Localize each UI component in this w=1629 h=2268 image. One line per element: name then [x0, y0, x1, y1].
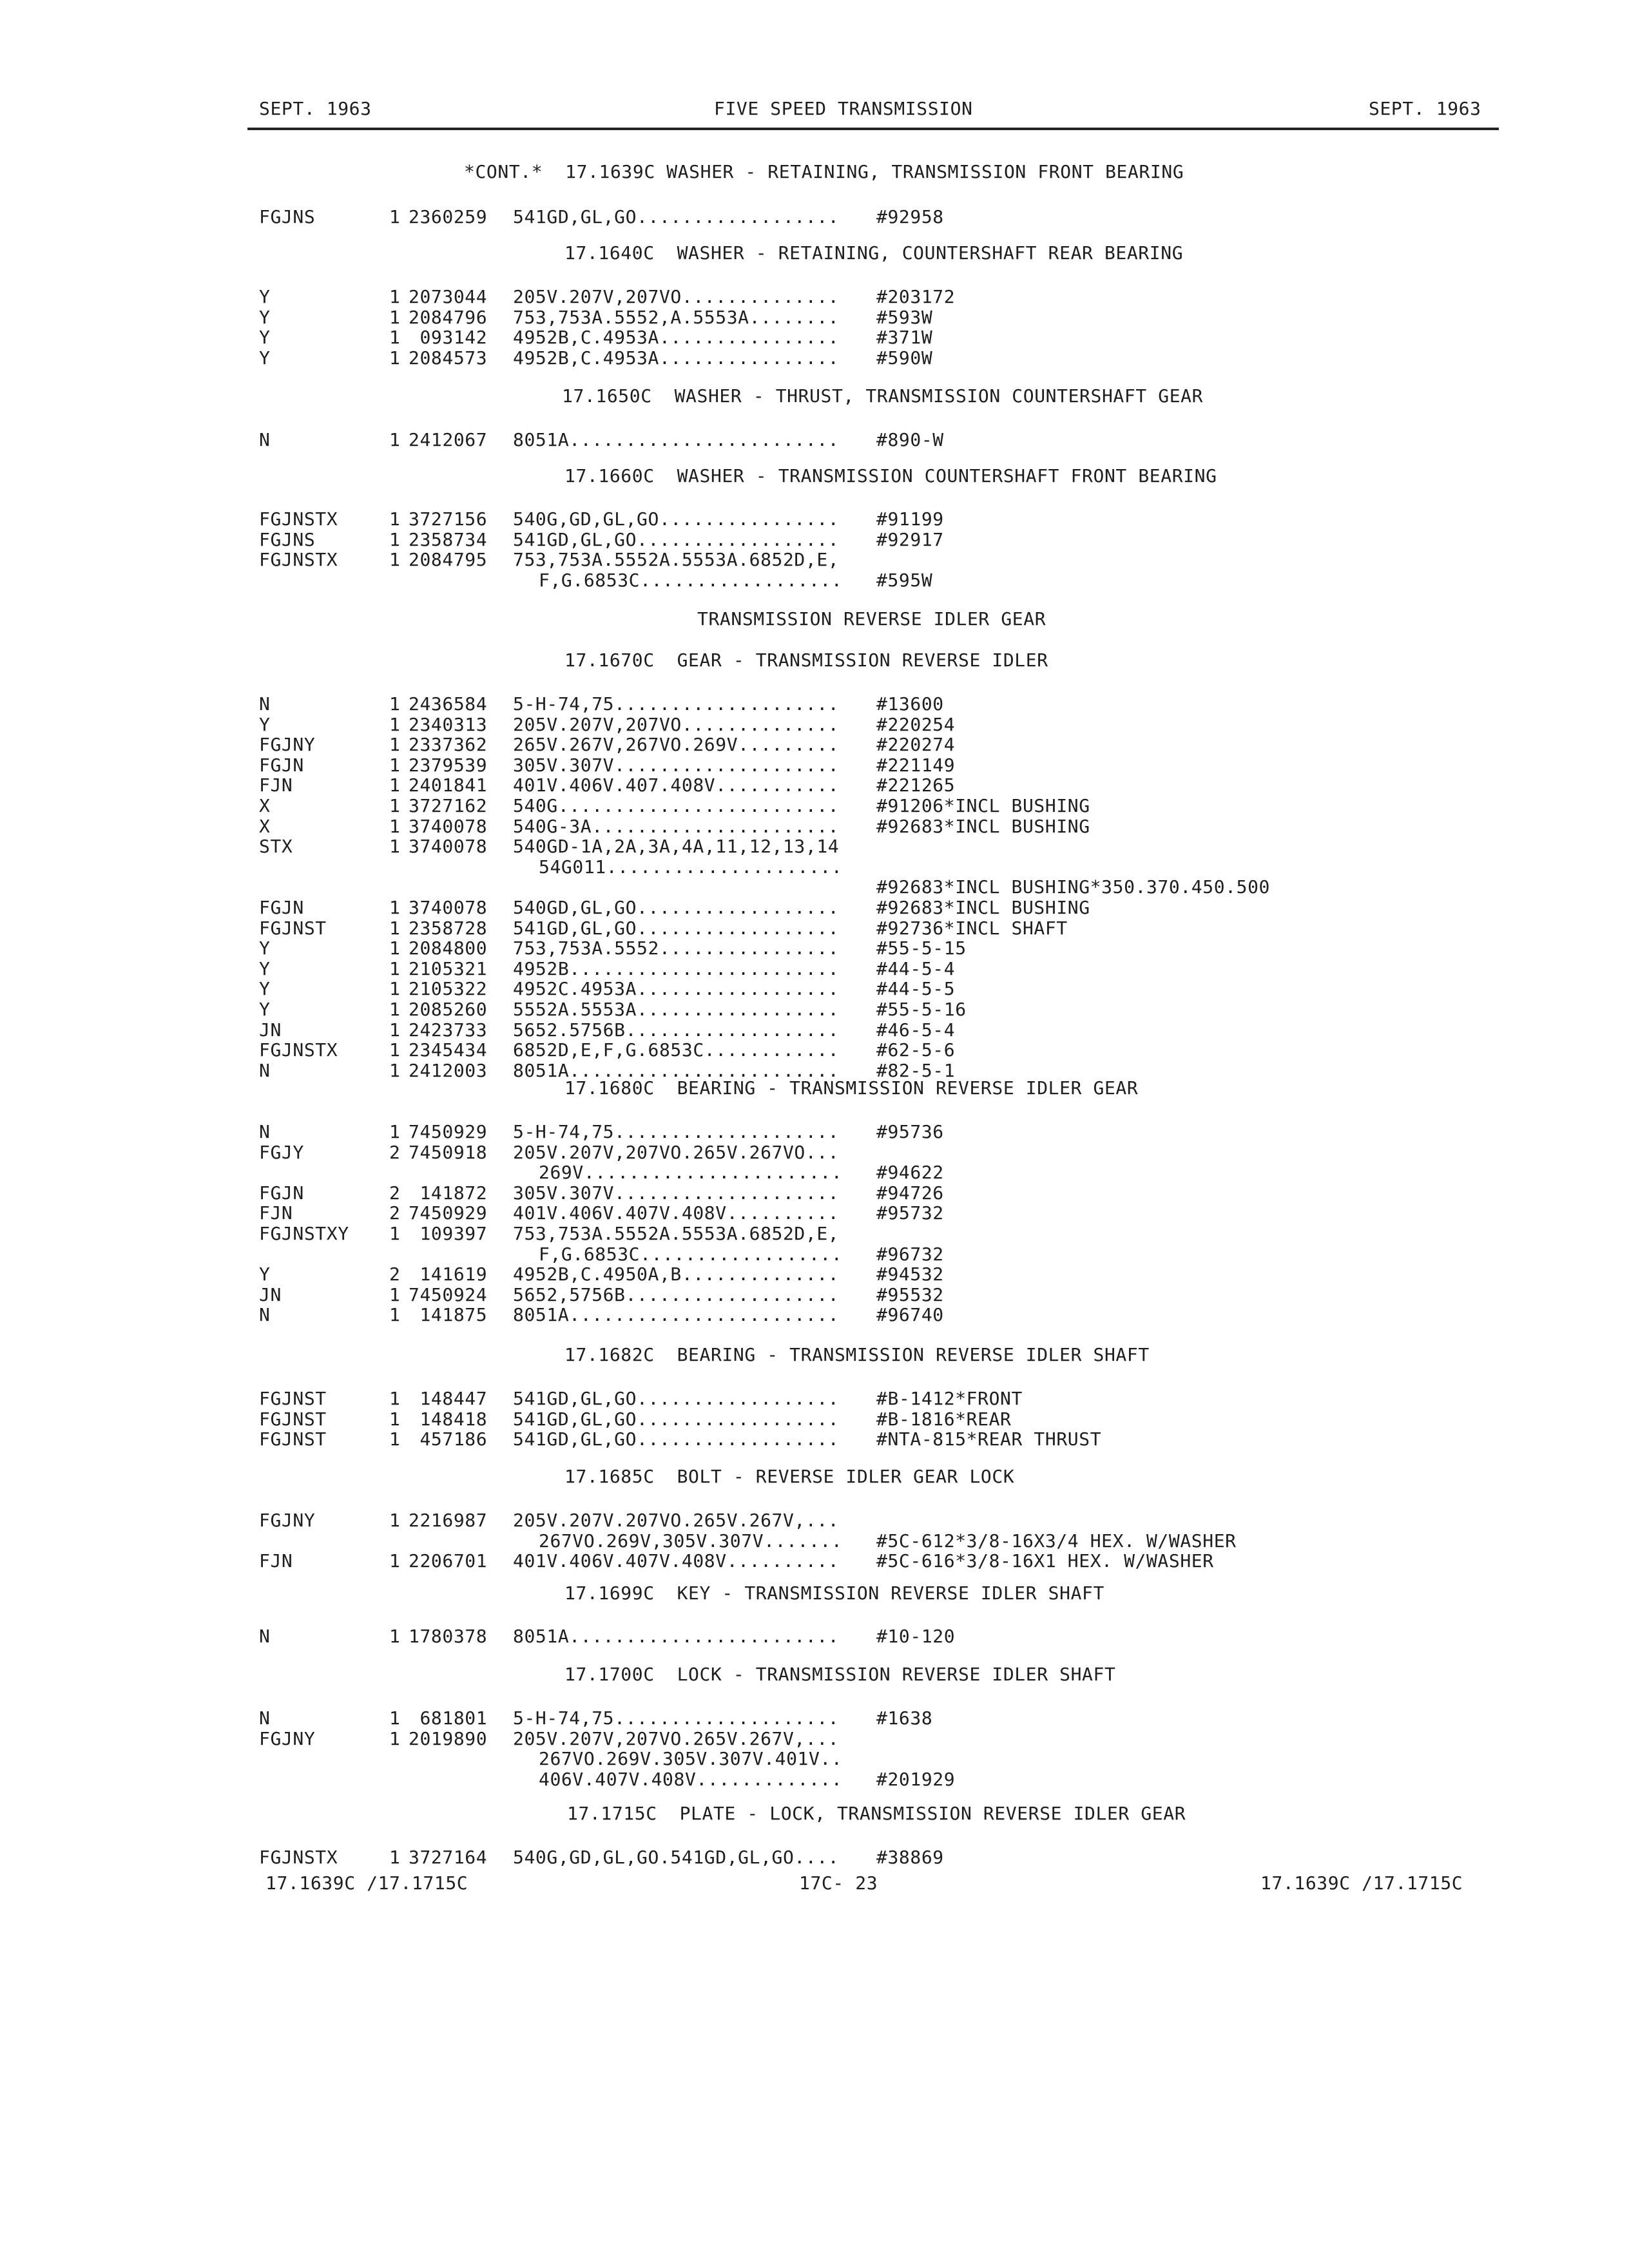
model-codes: FGJNS: [259, 529, 316, 550]
part-number: 109397: [409, 1223, 488, 1244]
table-row: [0, 1224, 1629, 1245]
reference-number: #NTA-815*REAR THRUST: [876, 1428, 1102, 1450]
reference-number: #595W: [876, 570, 933, 591]
application-models: 205V.207V,207VO..............: [513, 714, 840, 735]
reference-number: #62-5-6: [876, 1039, 956, 1061]
quantity: 1: [389, 347, 401, 369]
quantity: 1: [389, 529, 401, 550]
reference-number: #94622: [876, 1162, 944, 1183]
part-number: 2412003: [409, 1060, 488, 1081]
reference-number: #38869: [876, 1847, 944, 1868]
model-codes: X: [259, 795, 271, 816]
quantity: 1: [389, 286, 401, 307]
reference-number: #5C-612*3/8-16X3/4 HEX. W/WASHER: [876, 1530, 1237, 1552]
quantity: 1: [389, 1510, 401, 1531]
application-models: 753,753A.5552,A.5553A........: [513, 307, 840, 328]
table-row: [0, 287, 1629, 308]
table-row: [0, 1305, 1629, 1326]
part-number: 3727164: [409, 1847, 488, 1868]
part-number: 3740078: [409, 897, 488, 918]
model-codes: Y: [259, 307, 271, 328]
table-row: [0, 796, 1629, 817]
application-models: 541GD,GL,GO..................: [513, 918, 840, 939]
reference-number: #92683*INCL BUSHING*350.370.450.500: [876, 876, 1271, 898]
part-number: 2084795: [409, 549, 488, 570]
part-number: 2337362: [409, 734, 488, 755]
quantity: 1: [389, 1060, 401, 1081]
reference-number: #221149: [876, 754, 956, 776]
model-codes: FJN: [259, 1202, 293, 1224]
model-codes: FJN: [259, 1550, 293, 1571]
table-row: [0, 308, 1629, 329]
reference-number: #55-5-15: [876, 937, 967, 959]
part-number: 2019890: [409, 1728, 488, 1749]
reference-number: #92736*INCL SHAFT: [876, 918, 1068, 939]
part-number: 148447: [409, 1388, 488, 1409]
table-row: [0, 510, 1629, 530]
reference-number: #95736: [876, 1121, 944, 1142]
application-models: 540GD-1A,2A,3A,4A,11,12,13,14: [513, 836, 840, 857]
application-models: 401V.406V.407V.408V..........: [513, 1202, 840, 1224]
quantity: 1: [389, 1626, 401, 1647]
table-row: [0, 430, 1629, 451]
model-codes: FGJNST: [259, 1388, 327, 1409]
part-number: 3727156: [409, 508, 488, 530]
quantity: 1: [389, 958, 401, 979]
part-number: 2084796: [409, 307, 488, 328]
part-number: 2423733: [409, 1019, 488, 1041]
model-codes: N: [259, 1707, 271, 1729]
part-number: 7450924: [409, 1284, 488, 1305]
section-heading: 17.1640C WASHER - RETAINING, COUNTERSHAFT REAR BEARING: [564, 242, 1184, 264]
model-codes: N: [259, 429, 271, 450]
application-models: 406V.407V.408V.............: [539, 1769, 843, 1790]
reference-number: #371W: [876, 327, 933, 348]
section-heading: 17.1680C BEARING - TRANSMISSION REVERSE IDLER GEAR: [564, 1077, 1139, 1099]
application-models: 267VO.269V,305V.307V.......: [539, 1530, 843, 1552]
application-models: 5-H-74,75....................: [513, 1707, 840, 1729]
model-codes: N: [259, 693, 271, 715]
application-models: 540G,GD,GL,GO.541GD,GL,GO....: [513, 1847, 840, 1868]
part-number: 2073044: [409, 286, 488, 307]
reference-number: #221265: [876, 774, 956, 796]
table-row: [0, 1204, 1629, 1224]
reference-number: #95532: [876, 1284, 944, 1305]
table-row: [0, 349, 1629, 369]
table-row: [0, 1430, 1629, 1450]
part-number: 2206701: [409, 1550, 488, 1571]
reference-number: #55-5-16: [876, 999, 967, 1020]
table-row: [0, 919, 1629, 939]
part-number: 141872: [409, 1182, 488, 1204]
header-rule: [247, 128, 1499, 130]
model-codes: Y: [259, 347, 271, 369]
reference-number: #94726: [876, 1182, 944, 1204]
model-codes: FGJNSTX: [259, 549, 338, 570]
model-codes: FGJNST: [259, 1428, 327, 1450]
table-row: [0, 530, 1629, 551]
reference-number: #10-120: [876, 1626, 956, 1647]
quantity: 1: [389, 1728, 401, 1749]
reference-number: #220254: [876, 714, 956, 735]
reference-number: #B-1816*REAR: [876, 1408, 1012, 1430]
section-heading: 17.1650C WASHER - THRUST, TRANSMISSION COUNTERSHAFT GEAR: [562, 385, 1204, 407]
quantity: 1: [389, 714, 401, 735]
application-models: 8051A........................: [513, 429, 840, 450]
quantity: 1: [389, 206, 401, 227]
application-models: 5-H-74,75....................: [513, 693, 840, 715]
quantity: 1: [389, 1707, 401, 1729]
reference-number: #201929: [876, 1769, 956, 1790]
application-models: 4952B,C.4953A................: [513, 347, 840, 369]
quantity: 2: [389, 1142, 401, 1163]
reference-number: #890-W: [876, 429, 944, 450]
model-codes: FGJNST: [259, 918, 327, 939]
section-heading: 17.1685C BOLT - REVERSE IDLER GEAR LOCK: [564, 1466, 1015, 1487]
part-number: 1780378: [409, 1626, 488, 1647]
table-row: [0, 571, 1629, 591]
model-codes: Y: [259, 714, 271, 735]
reference-number: #92917: [876, 529, 944, 550]
table-row: [0, 858, 1629, 878]
part-number: 2216987: [409, 1510, 488, 1531]
model-codes: JN: [259, 1284, 282, 1305]
application-models: 540G-3A......................: [513, 816, 840, 837]
application-models: 305V.307V....................: [513, 1182, 840, 1204]
model-codes: Y: [259, 937, 271, 959]
table-row: [0, 715, 1629, 736]
reference-number: #590W: [876, 347, 933, 369]
model-codes: FGJNSTX: [259, 1039, 338, 1061]
quantity: 1: [389, 307, 401, 328]
application-models: 54G011.....................: [539, 856, 843, 878]
table-row: [0, 1532, 1629, 1552]
model-codes: Y: [259, 1264, 271, 1285]
model-codes: N: [259, 1304, 271, 1325]
section-heading: 17.1699C KEY - TRANSMISSION REVERSE IDLER SHAFT: [564, 1582, 1104, 1604]
quantity: 1: [389, 1304, 401, 1325]
quantity: 1: [389, 754, 401, 776]
model-codes: FGJN: [259, 754, 304, 776]
table-row: [0, 1265, 1629, 1285]
application-models: 5-H-74,75....................: [513, 1121, 840, 1142]
application-models: 8051A........................: [513, 1304, 840, 1325]
application-models: F,G.6853C..................: [539, 1244, 843, 1265]
reference-number: #1638: [876, 1707, 933, 1729]
application-models: 265V.267V,267VO.269V.........: [513, 734, 840, 755]
application-models: 267VO.269V.305V.307V.401V..: [539, 1748, 843, 1769]
section-heading: 17.1700C LOCK - TRANSMISSION REVERSE IDLER SHAFT: [564, 1664, 1116, 1685]
quantity: 1: [389, 795, 401, 816]
reference-number: #92683*INCL BUSHING: [876, 816, 1090, 837]
table-row: [0, 898, 1629, 919]
application-models: 4952C.4953A..................: [513, 978, 840, 999]
quantity: 1: [389, 774, 401, 796]
model-codes: Y: [259, 286, 271, 307]
table-row: [0, 207, 1629, 228]
table-row: [0, 1749, 1629, 1770]
reference-number: #593W: [876, 307, 933, 328]
part-number: 2358734: [409, 529, 488, 550]
reference-number: #92683*INCL BUSHING: [876, 897, 1090, 918]
part-number: 2105321: [409, 958, 488, 979]
quantity: 1: [389, 978, 401, 999]
table-row: [0, 1410, 1629, 1430]
model-codes: FGJN: [259, 897, 304, 918]
reference-number: #B-1412*FRONT: [876, 1388, 1023, 1409]
quantity: 1: [389, 897, 401, 918]
part-number: 2379539: [409, 754, 488, 776]
quantity: 2: [389, 1182, 401, 1204]
reference-number: #91199: [876, 508, 944, 530]
application-models: 8051A........................: [513, 1626, 840, 1647]
table-row: [0, 1709, 1629, 1729]
table-row: [0, 1770, 1629, 1791]
application-models: 6852D,E,F,G.6853C............: [513, 1039, 840, 1061]
section-heading: 17.1670C GEAR - TRANSMISSION REVERSE IDLER: [564, 649, 1048, 671]
reference-number: #5C-616*3/8-16X1 HEX. W/WASHER: [876, 1550, 1214, 1571]
model-codes: JN: [259, 1019, 282, 1041]
table-row: [0, 695, 1629, 715]
model-codes: Y: [259, 999, 271, 1020]
part-number: 2105322: [409, 978, 488, 999]
quantity: 1: [389, 1284, 401, 1305]
quantity: 2: [389, 1264, 401, 1285]
part-number: 2436584: [409, 693, 488, 715]
section-heading: 17.1660C WASHER - TRANSMISSION COUNTERSHAFT FRONT BEARING: [564, 465, 1217, 486]
part-number: 2412067: [409, 429, 488, 450]
header-date-left: SEPT. 1963: [259, 98, 372, 119]
reference-number: #13600: [876, 693, 944, 715]
reference-number: #220274: [876, 734, 956, 755]
footer-range-left: 17.1639C /17.1715C: [265, 1872, 468, 1894]
reference-number: #92958: [876, 206, 944, 227]
quantity: 1: [389, 327, 401, 348]
application-models: 541GD,GL,GO..................: [513, 206, 840, 227]
application-models: 541GD,GL,GO..................: [513, 1388, 840, 1409]
part-number: 148418: [409, 1408, 488, 1430]
quantity: 1: [389, 1428, 401, 1450]
reference-number: #94532: [876, 1264, 944, 1285]
reference-number: #203172: [876, 286, 956, 307]
table-row: [0, 1285, 1629, 1306]
table-row: [0, 878, 1629, 898]
part-number: 3727162: [409, 795, 488, 816]
part-number: 2345434: [409, 1039, 488, 1061]
quantity: 1: [389, 816, 401, 837]
table-row: [0, 1000, 1629, 1021]
application-models: 305V.307V....................: [513, 754, 840, 776]
footer-range-right: 17.1639C /17.1715C: [1260, 1872, 1463, 1894]
table-row: [0, 1729, 1629, 1750]
table-row: [0, 1511, 1629, 1532]
table-row: [0, 756, 1629, 776]
table-row: [0, 837, 1629, 858]
application-models: 753,753A.5552A.5553A.6852D,E,: [513, 1223, 840, 1244]
model-codes: FGJNST: [259, 1408, 327, 1430]
application-models: 5552A.5553A..................: [513, 999, 840, 1020]
model-codes: X: [259, 816, 271, 837]
quantity: 2: [389, 1202, 401, 1224]
footer-page-number: 17C- 23: [799, 1872, 878, 1894]
quantity: 1: [389, 1847, 401, 1868]
application-models: 541GD,GL,GO..................: [513, 1428, 840, 1450]
application-models: 205V.207V,207VO.265V.267VO...: [513, 1142, 840, 1163]
quantity: 1: [389, 1019, 401, 1041]
table-row: [0, 1627, 1629, 1648]
part-number: 2360259: [409, 206, 488, 227]
quantity: 1: [389, 1223, 401, 1244]
application-models: 401V.406V.407V.408V..........: [513, 1550, 840, 1571]
reference-number: #95732: [876, 1202, 944, 1224]
header-title: FIVE SPEED TRANSMISSION: [714, 98, 973, 119]
model-codes: N: [259, 1626, 271, 1647]
part-number: 2085260: [409, 999, 488, 1020]
section-heading: TRANSMISSION REVERSE IDLER GEAR: [697, 608, 1046, 629]
table-row: [0, 735, 1629, 756]
part-number: 2401841: [409, 774, 488, 796]
quantity: 1: [389, 918, 401, 939]
reference-number: #82-5-1: [876, 1060, 956, 1081]
quantity: 1: [389, 508, 401, 530]
part-number: 681801: [409, 1707, 488, 1729]
part-number: 141875: [409, 1304, 488, 1325]
table-row: [0, 939, 1629, 959]
application-models: 205V.207V,207VO.265V.267V,...: [513, 1728, 840, 1749]
quantity: 1: [389, 999, 401, 1020]
table-row: [0, 776, 1629, 796]
quantity: 1: [389, 693, 401, 715]
model-codes: FGJNSTX: [259, 508, 338, 530]
quantity: 1: [389, 1550, 401, 1571]
model-codes: FGJN: [259, 1182, 304, 1204]
table-row: [0, 328, 1629, 349]
model-codes: Y: [259, 978, 271, 999]
section-heading: 17.1715C PLATE - LOCK, TRANSMISSION REVERSE IDLER GEAR: [567, 1803, 1186, 1824]
application-models: 205V.207V,207VO..............: [513, 286, 840, 307]
table-row: [0, 1848, 1629, 1869]
table-row: [0, 1245, 1629, 1265]
table-row: [0, 1184, 1629, 1204]
section-heading: *CONT.* 17.1639C WASHER - RETAINING, TRANSMISSION FRONT BEARING: [464, 161, 1184, 182]
part-number: 141619: [409, 1264, 488, 1285]
table-row: [0, 817, 1629, 838]
quantity: 1: [389, 1408, 401, 1430]
model-codes: Y: [259, 958, 271, 979]
reference-number: #96732: [876, 1244, 944, 1265]
table-row: [0, 979, 1629, 1000]
part-number: 093142: [409, 327, 488, 348]
reference-number: #44-5-4: [876, 958, 956, 979]
part-number: 2084800: [409, 937, 488, 959]
table-row: [0, 1122, 1629, 1143]
application-models: 540G.........................: [513, 795, 840, 816]
part-number: 7450918: [409, 1142, 488, 1163]
table-row: [0, 959, 1629, 980]
reference-number: #96740: [876, 1304, 944, 1325]
application-models: 540G,GD,GL,GO................: [513, 508, 840, 530]
reference-number: #91206*INCL BUSHING: [876, 795, 1090, 816]
application-models: 8051A........................: [513, 1060, 840, 1081]
quantity: 1: [389, 429, 401, 450]
quantity: 1: [389, 549, 401, 570]
section-heading: 17.1682C BEARING - TRANSMISSION REVERSE IDLER SHAFT: [564, 1344, 1150, 1365]
reference-number: #44-5-5: [876, 978, 956, 999]
part-number: 457186: [409, 1428, 488, 1450]
application-models: 4952B........................: [513, 958, 840, 979]
table-row: [0, 1041, 1629, 1061]
quantity: 1: [389, 836, 401, 857]
table-row: [0, 1021, 1629, 1041]
application-models: 5652.5756B...................: [513, 1019, 840, 1041]
quantity: 1: [389, 1039, 401, 1061]
quantity: 1: [389, 1388, 401, 1409]
application-models: 205V.207V.207VO.265V.267V,...: [513, 1510, 840, 1531]
application-models: 4952B,C.4953A................: [513, 327, 840, 348]
part-number: 7450929: [409, 1202, 488, 1224]
table-row: [0, 550, 1629, 571]
application-models: 541GD,GL,GO..................: [513, 1408, 840, 1430]
application-models: F,G.6853C..................: [539, 570, 843, 591]
quantity: 1: [389, 1121, 401, 1142]
model-codes: FJN: [259, 774, 293, 796]
part-number: 2358728: [409, 918, 488, 939]
model-codes: FGJNS: [259, 206, 316, 227]
part-number: 7450929: [409, 1121, 488, 1142]
model-codes: FGJNY: [259, 1510, 316, 1531]
model-codes: FGJNY: [259, 734, 316, 755]
application-models: 753,753A.5552................: [513, 937, 840, 959]
application-models: 4952B,C.4950A,B..............: [513, 1264, 840, 1285]
application-models: 401V.406V.407.408V...........: [513, 774, 840, 796]
quantity: 1: [389, 937, 401, 959]
application-models: 5652,5756B...................: [513, 1284, 840, 1305]
header-date-right: SEPT. 1963: [1369, 98, 1481, 119]
part-number: 2340313: [409, 714, 488, 735]
model-codes: FGJY: [259, 1142, 304, 1163]
model-codes: Y: [259, 327, 271, 348]
model-codes: N: [259, 1121, 271, 1142]
table-row: [0, 1143, 1629, 1164]
application-models: 541GD,GL,GO..................: [513, 529, 840, 550]
model-codes: FGJNY: [259, 1728, 316, 1749]
model-codes: FGJNSTX: [259, 1847, 338, 1868]
table-row: [0, 1163, 1629, 1184]
reference-number: #46-5-4: [876, 1019, 956, 1041]
quantity: 1: [389, 734, 401, 755]
part-number: 2084573: [409, 347, 488, 369]
application-models: 753,753A.5552A.5553A.6852D,E,: [513, 549, 840, 570]
part-number: 3740078: [409, 836, 488, 857]
model-codes: FGJNSTXY: [259, 1223, 349, 1244]
part-number: 3740078: [409, 816, 488, 837]
model-codes: N: [259, 1060, 271, 1081]
table-row: [0, 1389, 1629, 1410]
application-models: 269V.......................: [539, 1162, 843, 1183]
table-row: [0, 1552, 1629, 1572]
model-codes: STX: [259, 836, 293, 857]
application-models: 540GD,GL,GO..................: [513, 897, 840, 918]
